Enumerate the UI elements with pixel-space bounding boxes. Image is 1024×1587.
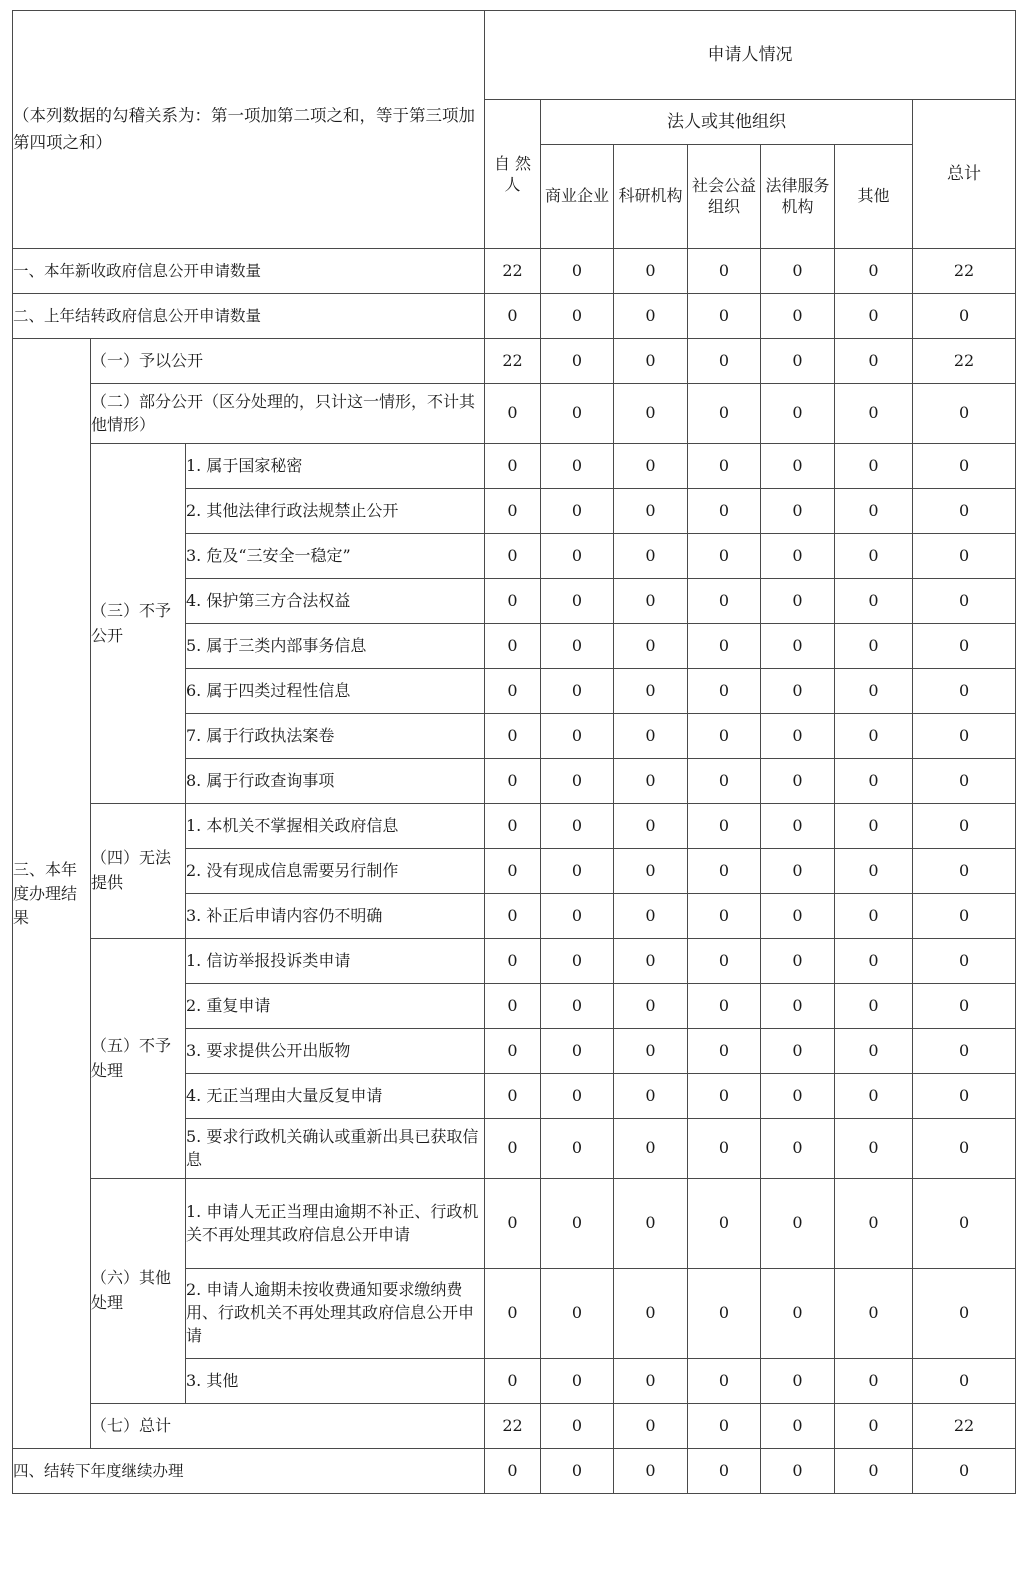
cell-natural: 0: [485, 1029, 541, 1074]
cell-research: 0: [614, 1449, 688, 1494]
cell-other: 0: [835, 1404, 913, 1449]
cell-natural: 0: [485, 1119, 541, 1179]
cell-natural: 0: [485, 939, 541, 984]
cell-other: 0: [835, 714, 913, 759]
cell-other: 0: [835, 579, 913, 624]
cell-total: 22: [913, 339, 1016, 384]
cell-natural: 0: [485, 849, 541, 894]
cell-public-welfare: 0: [688, 534, 761, 579]
header-total: 总计: [913, 100, 1016, 249]
cell-research: 0: [614, 339, 688, 384]
cell-other: 0: [835, 1359, 913, 1404]
cell-legal-service: 0: [761, 579, 835, 624]
header-col-other: 其他: [835, 145, 913, 249]
header-col-business: 商业企业: [541, 145, 614, 249]
cell-business: 0: [541, 1029, 614, 1074]
cell-total: 22: [913, 249, 1016, 294]
cell-natural: 0: [485, 624, 541, 669]
cell-business: 0: [541, 759, 614, 804]
cell-total: 0: [913, 1119, 1016, 1179]
cell-total: 0: [913, 384, 1016, 444]
cell-natural: 0: [485, 714, 541, 759]
cell-total: 0: [913, 1449, 1016, 1494]
cell-business: 0: [541, 1074, 614, 1119]
cell-research: 0: [614, 249, 688, 294]
cell-legal-service: 0: [761, 939, 835, 984]
row-label-item: 4. 无正当理由大量反复申请: [186, 1074, 485, 1119]
cell-other: 0: [835, 489, 913, 534]
row-label-item: 1. 信访举报投诉类申请: [186, 939, 485, 984]
government-info-disclosure-table: [12, 10, 1016, 1494]
header-legal-entity: 法人或其他组织: [541, 100, 913, 145]
table-row: [13, 939, 1016, 984]
cell-natural: 0: [485, 984, 541, 1029]
cell-other: 0: [835, 1074, 913, 1119]
group-label-unable-to-provide: （四）无法提供: [91, 804, 186, 939]
cell-total: 0: [913, 939, 1016, 984]
cell-research: 0: [614, 1404, 688, 1449]
cell-public-welfare: 0: [688, 1179, 761, 1269]
cell-other: 0: [835, 384, 913, 444]
row-label-item: 5. 属于三类内部事务信息: [186, 624, 485, 669]
cell-natural: 0: [485, 1449, 541, 1494]
cell-business: 0: [541, 1449, 614, 1494]
row-label-partially-disclosed: （二）部分公开（区分处理的，只计这一情形，不计其他情形）: [91, 384, 485, 444]
cell-research: 0: [614, 849, 688, 894]
row-label-item: 2. 重复申请: [186, 984, 485, 1029]
cell-legal-service: 0: [761, 339, 835, 384]
cell-total: 0: [913, 849, 1016, 894]
cell-business: 0: [541, 534, 614, 579]
header-col-legal-service: 法律服务机构: [761, 145, 835, 249]
table-row: [13, 1449, 1016, 1494]
group-label-not-processed: （五）不予处理: [91, 939, 186, 1179]
cell-other: 0: [835, 984, 913, 1029]
cell-total: 0: [913, 714, 1016, 759]
cell-natural: 22: [485, 249, 541, 294]
cell-public-welfare: 0: [688, 894, 761, 939]
cell-natural: 0: [485, 579, 541, 624]
cell-business: 0: [541, 849, 614, 894]
cell-business: 0: [541, 339, 614, 384]
cell-public-welfare: 0: [688, 984, 761, 1029]
cell-business: 0: [541, 579, 614, 624]
cell-public-welfare: 0: [688, 714, 761, 759]
row-label-item: 7. 属于行政执法案卷: [186, 714, 485, 759]
cell-total: 0: [913, 759, 1016, 804]
cell-other: 0: [835, 294, 913, 339]
cell-legal-service: 0: [761, 489, 835, 534]
row-label-item: 3. 危及“三安全一稳定”: [186, 534, 485, 579]
cell-total: 0: [913, 534, 1016, 579]
cell-public-welfare: 0: [688, 1029, 761, 1074]
cell-legal-service: 0: [761, 294, 835, 339]
cell-total: 0: [913, 294, 1016, 339]
table-row: [13, 1179, 1016, 1269]
cell-business: 0: [541, 714, 614, 759]
cell-other: 0: [835, 759, 913, 804]
cell-research: 0: [614, 804, 688, 849]
cell-legal-service: 0: [761, 1074, 835, 1119]
cell-legal-service: 0: [761, 669, 835, 714]
cell-public-welfare: 0: [688, 804, 761, 849]
cell-business: 0: [541, 1404, 614, 1449]
cell-natural: 22: [485, 1404, 541, 1449]
cell-total: 0: [913, 1269, 1016, 1359]
cell-other: 0: [835, 624, 913, 669]
cell-natural: 0: [485, 294, 541, 339]
row-label-item: 5. 要求行政机关确认或重新出具已获取信息: [186, 1119, 485, 1179]
cell-public-welfare: 0: [688, 384, 761, 444]
cell-total: 0: [913, 804, 1016, 849]
cell-business: 0: [541, 384, 614, 444]
cell-business: 0: [541, 444, 614, 489]
cell-research: 0: [614, 294, 688, 339]
row-label-carry-forward: 四、结转下年度继续办理: [13, 1449, 485, 1494]
cell-other: 0: [835, 804, 913, 849]
cell-business: 0: [541, 984, 614, 1029]
cell-total: 0: [913, 984, 1016, 1029]
cell-natural: 0: [485, 804, 541, 849]
cell-total: 0: [913, 1029, 1016, 1074]
cell-total: 0: [913, 624, 1016, 669]
cell-natural: 0: [485, 1269, 541, 1359]
cell-business: 0: [541, 624, 614, 669]
cell-other: 0: [835, 1119, 913, 1179]
cell-business: 0: [541, 1179, 614, 1269]
table-row: [13, 339, 1016, 384]
cell-research: 0: [614, 1179, 688, 1269]
row-label-item: 6. 属于四类过程性信息: [186, 669, 485, 714]
cell-other: 0: [835, 1269, 913, 1359]
cell-legal-service: 0: [761, 249, 835, 294]
cell-business: 0: [541, 804, 614, 849]
cell-natural: 0: [485, 384, 541, 444]
cell-public-welfare: 0: [688, 579, 761, 624]
cell-natural: 0: [485, 1074, 541, 1119]
cell-natural: 0: [485, 444, 541, 489]
cell-research: 0: [614, 489, 688, 534]
cell-natural: 0: [485, 534, 541, 579]
row-label-item: 4. 保护第三方合法权益: [186, 579, 485, 624]
cell-legal-service: 0: [761, 1449, 835, 1494]
cell-legal-service: 0: [761, 984, 835, 1029]
cell-legal-service: 0: [761, 534, 835, 579]
row-label-item: 1. 属于国家秘密: [186, 444, 485, 489]
row-label-carried-over: 二、上年结转政府信息公开申请数量: [13, 294, 485, 339]
row-label-item: 1. 申请人无正当理由逾期不补正、行政机关不再处理其政府信息公开申请: [186, 1179, 485, 1269]
cell-legal-service: 0: [761, 384, 835, 444]
cell-public-welfare: 0: [688, 339, 761, 384]
cell-natural: 0: [485, 759, 541, 804]
cell-public-welfare: 0: [688, 624, 761, 669]
cell-legal-service: 0: [761, 1359, 835, 1404]
cell-business: 0: [541, 1359, 614, 1404]
cell-research: 0: [614, 384, 688, 444]
cell-research: 0: [614, 1029, 688, 1074]
cell-research: 0: [614, 759, 688, 804]
cell-public-welfare: 0: [688, 1359, 761, 1404]
cell-natural: 0: [485, 489, 541, 534]
checksum-note: （本列数据的勾稽关系为：第一项加第二项之和，等于第三项加第四项之和）: [13, 11, 485, 249]
cell-other: 0: [835, 1449, 913, 1494]
cell-legal-service: 0: [761, 624, 835, 669]
cell-research: 0: [614, 939, 688, 984]
cell-business: 0: [541, 249, 614, 294]
cell-natural: 22: [485, 339, 541, 384]
row-label-item: 3. 其他: [186, 1359, 485, 1404]
cell-legal-service: 0: [761, 759, 835, 804]
cell-other: 0: [835, 939, 913, 984]
cell-legal-service: 0: [761, 1404, 835, 1449]
cell-natural: 0: [485, 1179, 541, 1269]
cell-other: 0: [835, 534, 913, 579]
row-label-item: 8. 属于行政查询事项: [186, 759, 485, 804]
table-row: [13, 804, 1016, 849]
group-label-other-processing: （六）其他处理: [91, 1179, 186, 1404]
table-row: [13, 384, 1016, 444]
cell-research: 0: [614, 1359, 688, 1404]
cell-business: 0: [541, 669, 614, 714]
cell-research: 0: [614, 714, 688, 759]
cell-business: 0: [541, 894, 614, 939]
header-col-research: 科研机构: [614, 145, 688, 249]
row-label-item: 2. 没有现成信息需要另行制作: [186, 849, 485, 894]
row-label-item: 2. 申请人逾期未按收费通知要求缴纳费用、行政机关不再处理其政府信息公开申请: [186, 1269, 485, 1359]
cell-legal-service: 0: [761, 804, 835, 849]
cell-total: 22: [913, 1404, 1016, 1449]
row-label-item: 3. 补正后申请内容仍不明确: [186, 894, 485, 939]
table-row: [13, 444, 1016, 489]
cell-research: 0: [614, 1119, 688, 1179]
table-row: [13, 249, 1016, 294]
row-label-new-received: 一、本年新收政府信息公开申请数量: [13, 249, 485, 294]
cell-legal-service: 0: [761, 1119, 835, 1179]
table-row: [13, 294, 1016, 339]
cell-total: 0: [913, 894, 1016, 939]
cell-business: 0: [541, 1119, 614, 1179]
cell-other: 0: [835, 1029, 913, 1074]
cell-business: 0: [541, 294, 614, 339]
cell-research: 0: [614, 534, 688, 579]
cell-research: 0: [614, 1074, 688, 1119]
cell-public-welfare: 0: [688, 444, 761, 489]
header-row-applicant-situation: [13, 11, 1016, 100]
cell-natural: 0: [485, 1359, 541, 1404]
row-label-item: 2. 其他法律行政法规禁止公开: [186, 489, 485, 534]
cell-legal-service: 0: [761, 714, 835, 759]
cell-other: 0: [835, 669, 913, 714]
cell-public-welfare: 0: [688, 1119, 761, 1179]
cell-total: 0: [913, 489, 1016, 534]
cell-business: 0: [541, 939, 614, 984]
cell-legal-service: 0: [761, 444, 835, 489]
cell-public-welfare: 0: [688, 939, 761, 984]
cell-legal-service: 0: [761, 1029, 835, 1074]
cell-public-welfare: 0: [688, 1449, 761, 1494]
cell-research: 0: [614, 984, 688, 1029]
cell-total: 0: [913, 579, 1016, 624]
table-row: [13, 1404, 1016, 1449]
cell-other: 0: [835, 849, 913, 894]
cell-research: 0: [614, 669, 688, 714]
cell-research: 0: [614, 624, 688, 669]
cell-natural: 0: [485, 669, 541, 714]
cell-other: 0: [835, 1179, 913, 1269]
row-label-disclosed: （一）予以公开: [91, 339, 485, 384]
cell-other: 0: [835, 894, 913, 939]
cell-legal-service: 0: [761, 849, 835, 894]
cell-other: 0: [835, 339, 913, 384]
cell-business: 0: [541, 489, 614, 534]
cell-total: 0: [913, 1359, 1016, 1404]
cell-total: 0: [913, 669, 1016, 714]
row-label-subtotal: （七）总计: [91, 1404, 485, 1449]
cell-other: 0: [835, 249, 913, 294]
header-applicant-situation: 申请人情况: [485, 11, 1016, 100]
cell-public-welfare: 0: [688, 294, 761, 339]
cell-other: 0: [835, 444, 913, 489]
cell-natural: 0: [485, 894, 541, 939]
header-col-public-welfare: 社会公益组织: [688, 145, 761, 249]
cell-public-welfare: 0: [688, 1404, 761, 1449]
cell-public-welfare: 0: [688, 1074, 761, 1119]
cell-research: 0: [614, 579, 688, 624]
cell-total: 0: [913, 1179, 1016, 1269]
row-label-item: 3. 要求提供公开出版物: [186, 1029, 485, 1074]
cell-public-welfare: 0: [688, 759, 761, 804]
cell-public-welfare: 0: [688, 1269, 761, 1359]
cell-total: 0: [913, 1074, 1016, 1119]
cell-public-welfare: 0: [688, 669, 761, 714]
cell-public-welfare: 0: [688, 489, 761, 534]
cell-legal-service: 0: [761, 1179, 835, 1269]
cell-legal-service: 0: [761, 1269, 835, 1359]
header-natural-person: 自 然 人: [485, 100, 541, 249]
cell-total: 0: [913, 444, 1016, 489]
cell-legal-service: 0: [761, 894, 835, 939]
cell-public-welfare: 0: [688, 249, 761, 294]
cell-public-welfare: 0: [688, 849, 761, 894]
cell-research: 0: [614, 894, 688, 939]
cell-business: 0: [541, 1269, 614, 1359]
cell-research: 0: [614, 444, 688, 489]
group-label-annual-result: 三、本年度办理结果: [13, 339, 91, 1449]
row-label-item: 1. 本机关不掌握相关政府信息: [186, 804, 485, 849]
group-label-not-disclosed: （三）不予公开: [91, 444, 186, 804]
cell-research: 0: [614, 1269, 688, 1359]
